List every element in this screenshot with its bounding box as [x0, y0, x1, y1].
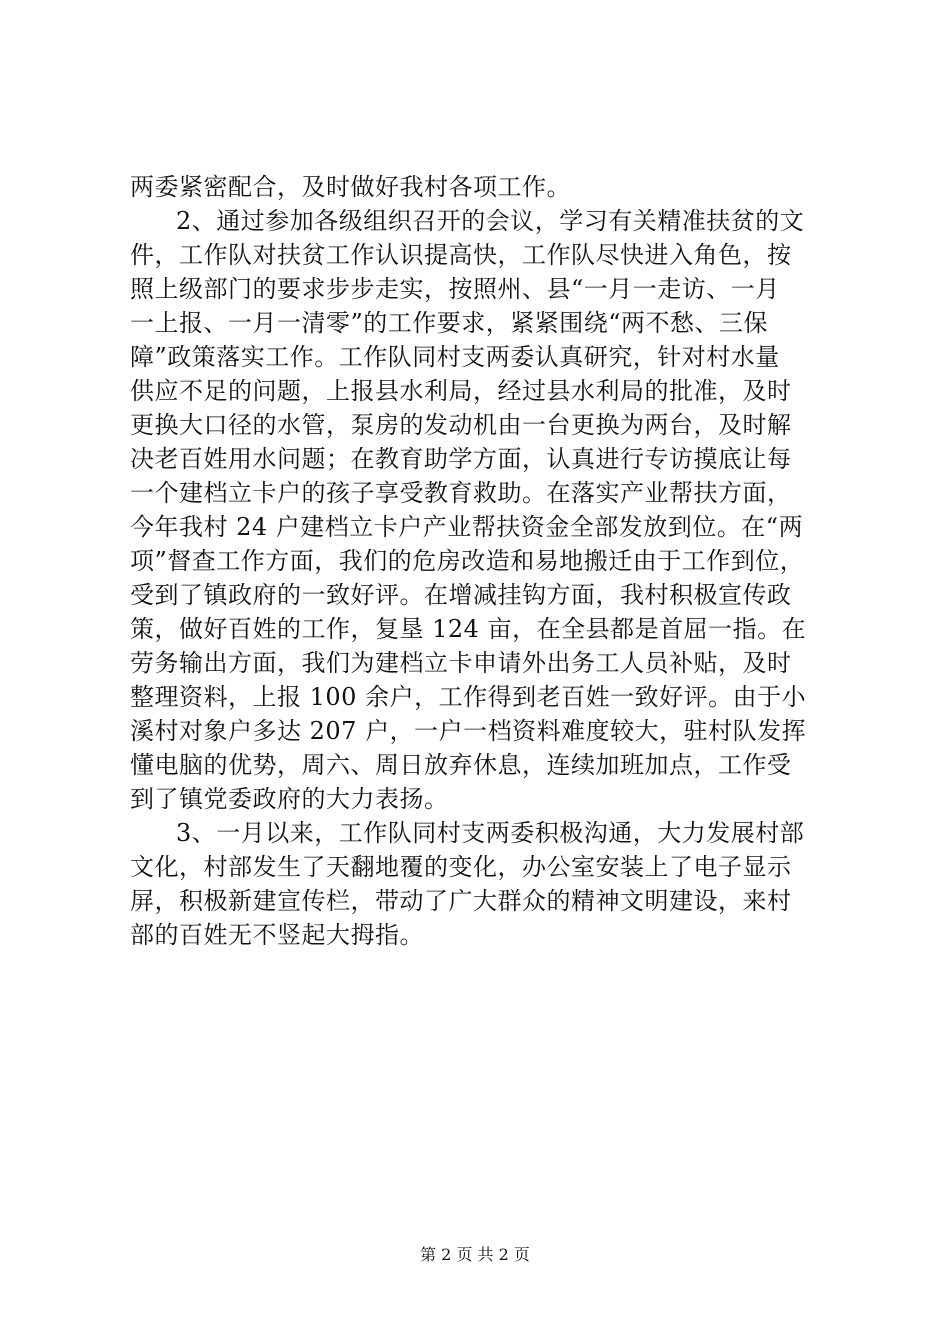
text-line: 屏，积极新建宣传栏，带动了广大群众的精神文明建设，来村: [130, 887, 792, 915]
text-line-paragraph-2-start: 2、通过参加各级组织召开的会议，学习有关精准扶贫的文: [176, 207, 805, 235]
text-line: 懂电脑的优势，周六、周日放弃休息，连续加班加点，工作受: [130, 751, 792, 779]
body-text: [130, 170, 835, 952]
text-line: 决老百姓用水问题；在教育助学方面，认真进行专访摸底让每: [130, 445, 792, 473]
text-line: 项”督查工作方面，我们的危房改造和易地搬迁由于工作到位，: [130, 547, 805, 575]
text-line: 溪村对象户多达 207 户，一户一档资料难度较大，驻村队发挥: [130, 717, 807, 745]
text-line: 部的百姓无不竖起大拇指。: [130, 921, 424, 949]
page-number-label: 第 2 页 共 2 页: [420, 1245, 530, 1264]
text-line: 更换大口径的水管，泵房的发动机由一台更换为两台，及时解: [130, 411, 792, 439]
text-line: 劳务输出方面，我们为建档立卡申请外出务工人员补贴，及时: [130, 649, 792, 677]
text-line: 供应不足的问题，上报县水利局，经过县水利局的批准，及时: [130, 377, 792, 405]
text-line: 策，做好百姓的工作，复垦 124 亩，在全县都是首屈一指。在: [130, 615, 807, 643]
text-line-paragraph-3-start: 3、一月以来，工作队同村支两委积极沟通，大力发展村部: [176, 819, 805, 847]
text-line: 文化，村部发生了天翻地覆的变化，办公室安装上了电子显示: [130, 853, 792, 881]
text-line: 照上级部门的要求步步走实，按照州、县“一月一走访、一月: [130, 275, 780, 303]
text-line: 障”政策落实工作。工作队同村支两委认真研究，针对村水量: [130, 343, 780, 371]
text-line: 今年我村 24 户建档立卡户产业帮扶资金全部发放到位。在“两: [130, 513, 804, 541]
text-line: 受到了镇政府的一致好评。在增减挂钩方面，我村积极宣传政: [130, 581, 792, 609]
text-line: 一个建档立卡户的孩子享受教育救助。在落实产业帮扶方面，: [130, 479, 792, 507]
text-line: 两委紧密配合，及时做好我村各项工作。: [130, 173, 571, 201]
text-line: 整理资料，上报 100 余户，工作得到老百姓一致好评。由于小: [130, 683, 807, 711]
page-footer: [0, 1244, 950, 1266]
text-line: 件，工作队对扶贫工作认识提高快，工作队尽快进入角色，按: [130, 241, 792, 269]
text-line: 到了镇党委政府的大力表扬。: [130, 785, 449, 813]
text-line: 一上报、一月一清零”的工作要求，紧紧围绕“两不愁、三保: [130, 309, 769, 337]
